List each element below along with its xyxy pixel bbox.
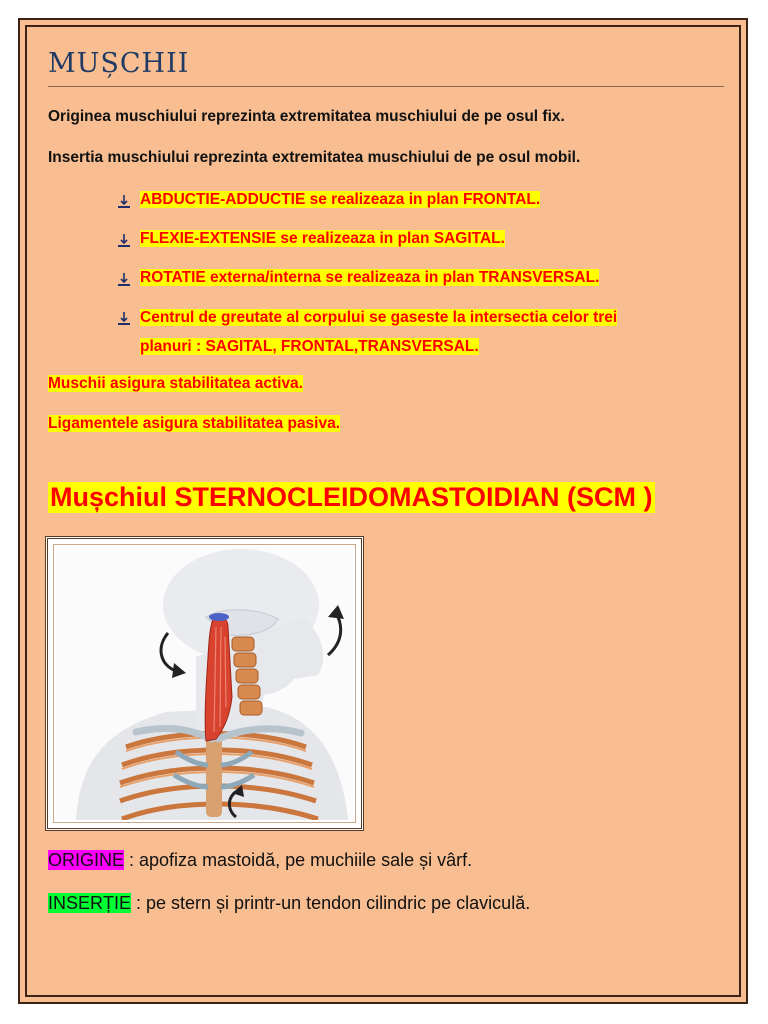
list-item (118, 186, 617, 214)
origin-text: : apofiza mastoidă, pe muchiile sale și vârf. (124, 850, 473, 870)
origin-label: ORIGINE (48, 850, 125, 870)
passive-stability-highlight: Ligamentele asigura stabilitatea pasiva. (48, 415, 341, 432)
page-frame (18, 18, 748, 1004)
arrow-down-bullet-icon (118, 233, 130, 247)
active-stability-highlight: Muschii asigura stabilitatea activa. (48, 375, 303, 392)
bullet-text: Centrul de greutate al corpului se gaseste la intersectia celor trei (140, 309, 618, 326)
title-divider (48, 86, 724, 87)
arrow-down-bullet-icon (118, 311, 130, 325)
passive-stability-text (48, 415, 340, 433)
active-stability-text (48, 375, 303, 393)
movement-planes-list (118, 186, 617, 372)
bullet-text: ABDUCTIE-ADDUCTIE se realizeaza in plan FRONTAL. (140, 191, 541, 208)
bullet-text-continuation: planuri : SAGITAL, FRONTAL,TRANSVERSAL. (140, 338, 479, 355)
neck-anatomy-illustration (56, 547, 353, 820)
scm-illustration (45, 536, 364, 831)
arrow-down-bullet-icon (118, 194, 130, 208)
insertion-text: : pe stern și printr-un tendon cilindric pe claviculă. (131, 893, 531, 913)
scm-heading: Mușchiul STERNOCLEIDOMASTOIDIAN (SCM ) (50, 482, 653, 512)
origin-definition: Originea muschiului reprezinta extremitatea muschiului de pe osul fix. (48, 108, 565, 125)
bullet-text: FLEXIE-EXTENSIE se realizeaza in plan SAGITAL. (140, 230, 505, 247)
list-item (118, 225, 617, 253)
insertion-label: INSERȚIE (48, 893, 132, 913)
insertion-definition: Insertia muschiului reprezinta extremitatea muschiului de pe osul mobil. (48, 149, 581, 166)
arrow-down-bullet-icon (118, 272, 130, 286)
list-item (118, 303, 617, 361)
insertion-row (48, 893, 530, 914)
list-item (118, 264, 617, 292)
origin-row (48, 850, 472, 871)
page-title: MUȘCHII (48, 48, 190, 79)
bullet-text: ROTATIE externa/interna se realizeaza in plan TRANSVERSAL. (140, 269, 600, 286)
